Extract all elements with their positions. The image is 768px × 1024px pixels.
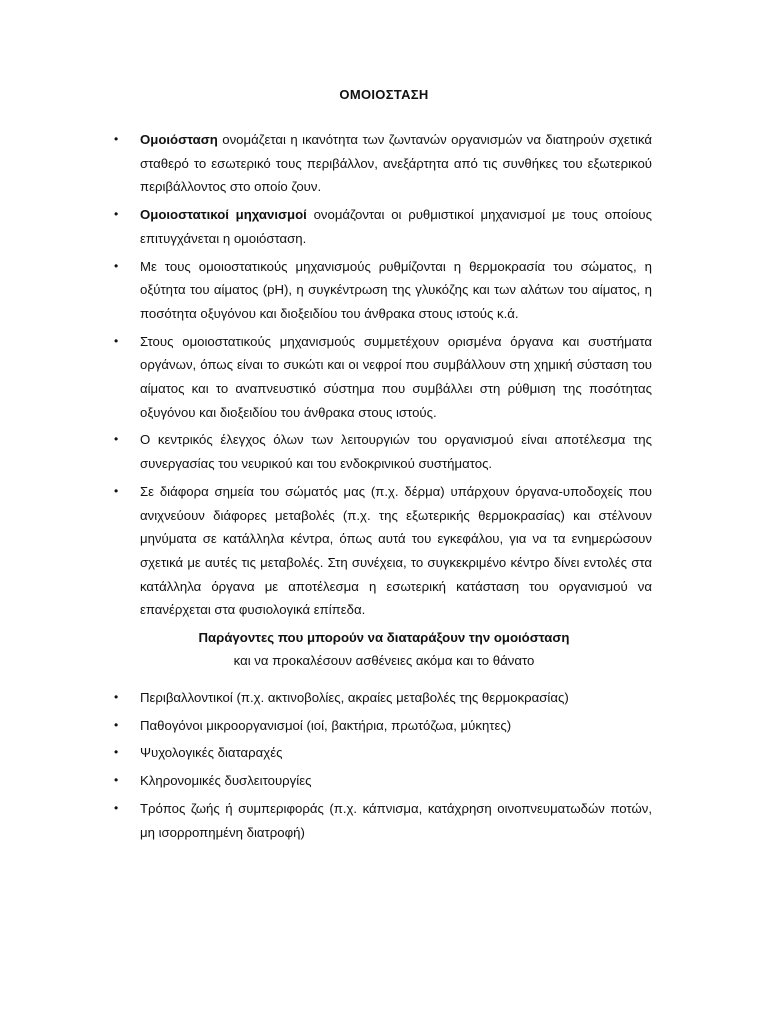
bullet-icon: • [114, 333, 119, 348]
bullet-icon: • [114, 745, 119, 760]
list-item [0, 769, 652, 793]
list-item [0, 714, 652, 738]
term: Ομοιοστατικοί μηχανισμοί [140, 207, 307, 223]
list-item [0, 255, 652, 326]
list-item [0, 480, 652, 622]
item-text: Τρόπος ζωής ή συμπεριφοράς (π.χ. κάπνισμα, κατάχρηση οινοπνευματωδών ποτών, μη ισορροπημένη διατροφή) [140, 800, 652, 840]
item-text: Ο κεντρικός έλεγχος όλων των λειτουργιών του οργανισμού είναι αποτέλεσμα της συνεργασίας του νευρικού και του ενδοκρινικού συστήματος. [140, 432, 652, 472]
bullet-icon: • [114, 132, 119, 146]
list-item [0, 203, 652, 250]
list-item [0, 128, 652, 199]
bullet-icon: • [114, 690, 119, 704]
section-subheading: και να προκαλέσουν ασθένειες ακόμα και το θάνατο [233, 653, 535, 668]
list-item [0, 428, 652, 475]
bullet-icon: • [114, 207, 119, 222]
bullet-icon: • [114, 483, 119, 498]
item-text: Σε διάφορα σημεία του σώματός μας (π.χ. δέρμα) υπάρχουν όργανα-υποδοχείς που ανιχνεύουν διάφορες μεταβολές (π.χ. της εξωτερικής θερμοκρασίας) και στέλνουν μηνύματα σε κατάλληλα κέντρα, όπως αυτά του εγκεφάλου, για να τα ενημερώσουν σχετικά με αυτές τις μεταβολές. Στη συνέχεια, το συγκεκριμένο κέντρο δίνει εντολές στα κατάλληλα όργανα με αποτέλεσμα η εσωτερική κατάσταση του οργανισμού να επανέρχεται στα φυσιολογικά επίπεδα. [140, 483, 652, 618]
bullet-icon: • [114, 432, 119, 447]
bullet-icon: • [114, 258, 119, 273]
list-item [0, 797, 652, 844]
item-text: ονομάζεται η ικανότητα των ζωντανών οργανισμών να διατηρούν σχετικά σταθερό το εσωτερικό τους περιβάλλον, ανεξάρτητα από τις συνθήκες του εξωτερικού περιβάλλοντος στο οποίο ζουν. [140, 132, 652, 195]
item-text: Με τους ομοιοστατικούς μηχανισμούς ρυθμίζονται η θερμοκρασία του σώματος, η οξύτητα του αίματος (pH), η συγκέντρωση της γλυκόζης και των αλάτων του αίματος, η ποσότητα οξυγόνου και διοξειδίου του άνθρακα στους ιστούς κ.ά. [140, 258, 652, 321]
factors-list [0, 686, 652, 848]
definitions-list [0, 128, 652, 626]
item-text: Παθογόνοι μικροοργανισμοί (ιοί, βακτήρια, πρωτόζωα, μύκητες) [140, 717, 512, 733]
term: Ομοιόσταση [140, 132, 218, 147]
list-item [0, 330, 652, 425]
item-text: ονομάζονται οι ρυθμιστικοί μηχανισμοί με τους οποίους επιτυγχάνεται η ομοιόσταση. [140, 207, 652, 246]
item-text: Στους ομοιοστατικούς μηχανισμούς συμμετέχουν ορισμένα όργανα και συστήματα οργάνων, όπως είναι το συκώτι και οι νεφροί που συμβάλλουν στη χημική σύσταση του αίματος και το αναπνευστικό σύστημα που συμβάλλει στη ρύθμιση της ποσότητας οξυγόνου και διοξειδίου του άνθρακα στους ιστούς. [140, 333, 652, 420]
item-text: Κληρονομικές δυσλειτουργίες [140, 773, 312, 789]
page-title: ΟΜΟΙΟΣΤΑΣΗ [339, 87, 429, 102]
section-heading: Παράγοντες που μπορούν να διαταράξουν την ομοιόσταση [198, 630, 570, 645]
item-text: Περιβαλλοντικοί (π.χ. ακτινοβολίες, ακραίες μεταβολές της θερμοκρασίας) [140, 690, 569, 705]
item-text: Ψυχολογικές διαταραχές [140, 745, 283, 761]
bullet-icon: • [114, 773, 119, 788]
list-item [0, 741, 652, 765]
bullet-icon: • [114, 717, 119, 732]
list-item [0, 686, 652, 710]
bullet-icon: • [114, 800, 119, 815]
